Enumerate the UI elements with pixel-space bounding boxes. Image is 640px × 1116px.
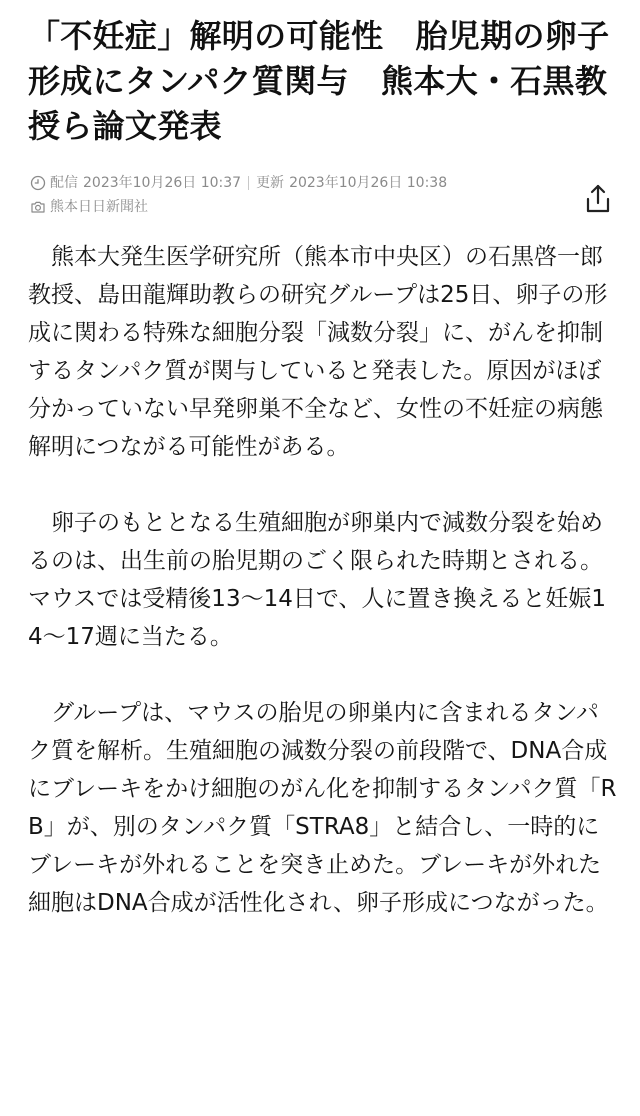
article-title: 「不妊症」解明の可能性 胎児期の卵子形成にタンパク質関与 熊本大・石黒教授ら論文発表 — [28, 17, 610, 145]
date-row — [30, 171, 570, 195]
article-meta — [30, 171, 570, 219]
updated-label: 更新 — [256, 175, 285, 191]
share-button[interactable] — [582, 182, 614, 216]
source-name[interactable]: 熊本日日新聞社 — [50, 199, 148, 215]
published-label: 配信 — [50, 175, 78, 191]
article-body — [28, 238, 618, 960]
updated-date: 2023年10月26日 10:38 — [289, 175, 448, 191]
clock-icon — [30, 175, 46, 191]
published-date: 2023年10月26日 10:37 — [83, 175, 242, 191]
article-paragraph: 熊本大発生医学研究所（熊本市中央区）の石黒啓一郎教授、島田龍輝助教らの研究グループは25日、卵子の形成に関わる特殊な細胞分裂「減数分裂」に、がんを抑制するタンパク質が関与していると発表した。原因がほぼ分かっていない早発卵巣不全など、女性の不妊症の病態解明につながる可能性がある。 — [28, 244, 608, 460]
source-row — [30, 195, 570, 219]
camera-icon — [30, 199, 46, 215]
article-paragraph: 卵子のもととなる生殖細胞が卵巣内で減数分裂を始めるのは、出生前の胎児期のごく限られた時期とされる。マウスでは受精後13〜14日で、人に置き換えると妊娠14〜17週に当たる。 — [28, 510, 607, 650]
article-paragraph: グループは、マウスの胎児の卵巣内に含まれるタンパク質を解析。生殖細胞の減数分裂の前段階で、DNA合成にブレーキをかけ細胞のがん化を抑制するタンパク質「RB」が、別のタンパク質「STRA8」と結合し、一時的にブレーキが外れることを突き止めた。ブレーキが外れた細胞はDNA合成が活性化され、卵子形成につながった。 — [28, 700, 617, 916]
share-icon[interactable] — [582, 182, 614, 216]
meta-divider — [248, 176, 249, 190]
